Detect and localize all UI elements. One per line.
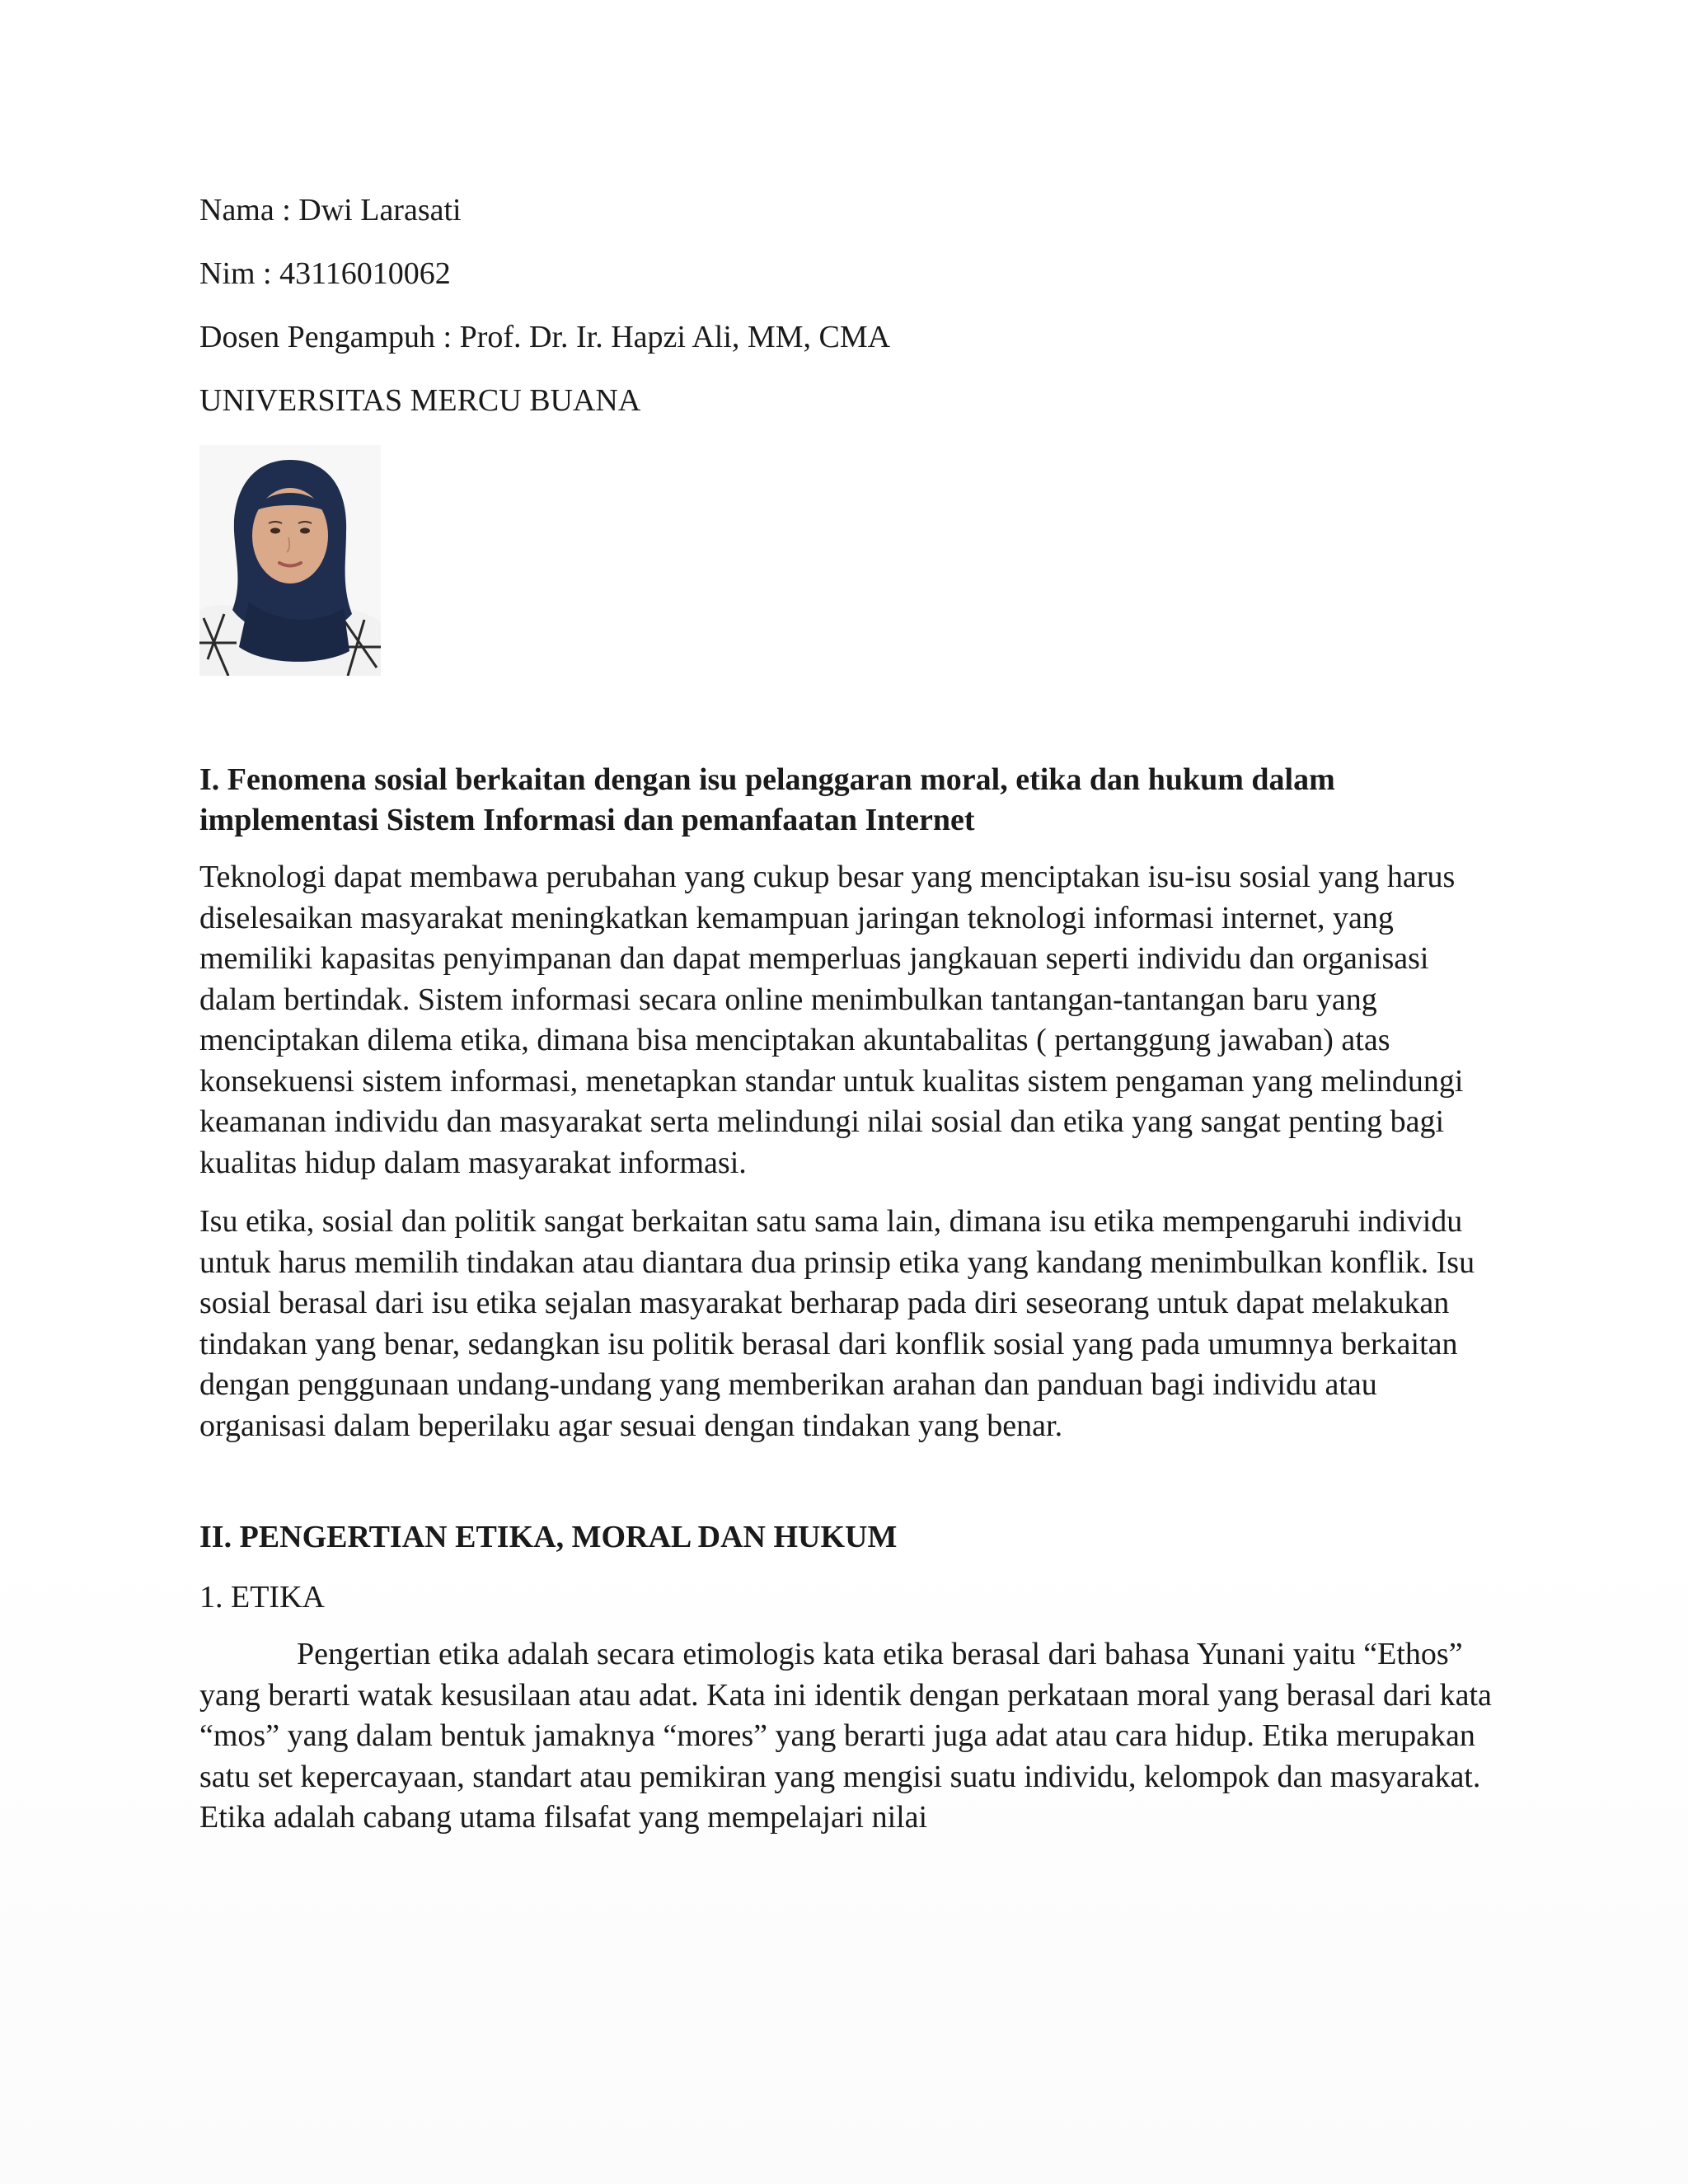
section-2-subheading: 1. ETIKA <box>199 1580 325 1615</box>
student-name: Nama : Dwi Larasati <box>199 193 462 227</box>
lecturer-name: Dosen Pengampuh : Prof. Dr. Ir. Hapzi Ali, MM, CMA <box>199 320 891 354</box>
section-1-paragraph-2: Isu etika, sosial dan politik sangat berkaitan satu sama lain, dimana isu etika mempengaruhi individu untuk harus memilih tindakan atau diantara dua prinsip etika yang kandang menimbulkan konflik. Isu sosial berasal dari isu etika sejalan masyarakat berharap pada diri seseorang untuk dapat melakukan tindakan yang benar, sedangkan isu politik berasal dari konflik sosial yang pada umumnya berkaitan dengan penggunaan undang-undang yang memberikan arahan dan panduan bagi individu atau organisasi dalam beperilaku agar sesuai dengan tindakan yang benar. <box>199 1204 1475 1443</box>
student-photo <box>199 445 381 676</box>
section-1-heading: I. Fenomena sosial berkaitan dengan isu pelanggaran moral, etika dan hukum dalam implementasi Sistem Informasi dan pemanfaatan Internet <box>199 762 1335 837</box>
section-2-heading: II. PENGERTIAN ETIKA, MORAL DAN HUKUM <box>199 1520 898 1554</box>
student-nim: Nim : 43116010062 <box>199 256 451 291</box>
section-2-paragraph-1: Pengertian etika adalah secara etimologis kata etika berasal dari bahasa Yunani yaitu “Ethos” yang berarti watak kesusilaan atau adat. Kata ini identik dengan perkataan moral yang berasal dari kata “mos” yang dalam bentuk jamaknya “mores” yang berarti juga adat atau cara hidup. Etika merupakan satu set kepercayaan, standart atau pemikiran yang mengisi suatu individu, kelompok dan masyarakat. Etika adalah cabang utama filsafat yang mempelajari nilai <box>199 1637 1492 1835</box>
university-name: UNIVERSITAS MERCU BUANA <box>199 383 641 418</box>
document-content <box>199 191 1502 1839</box>
section-1-paragraph-1: Teknologi dapat membawa perubahan yang cukup besar yang menciptakan isu-isu sosial yang harus diselesaikan masyarakat meningkatkan kemampuan jaringan teknologi informasi internet, yang memiliki kapasitas penyimpanan dan dapat memperluas jangkauan seperti individu dan organisasi dalam bertindak. Sistem informasi secara online menimbulkan tantangan-tantangan baru yang menciptakan dilema etika, dimana bisa menciptakan akuntabalitas ( pertanggung jawaban) atas konsekuensi sistem informasi, menetapkan standar untuk kualitas sistem pengaman yang melindungi keamanan individu dan masyarakat serta melindungi nilai sosial dan etika yang sangat penting bagi kualitas hidup dalam masyarakat informasi. <box>199 860 1464 1180</box>
